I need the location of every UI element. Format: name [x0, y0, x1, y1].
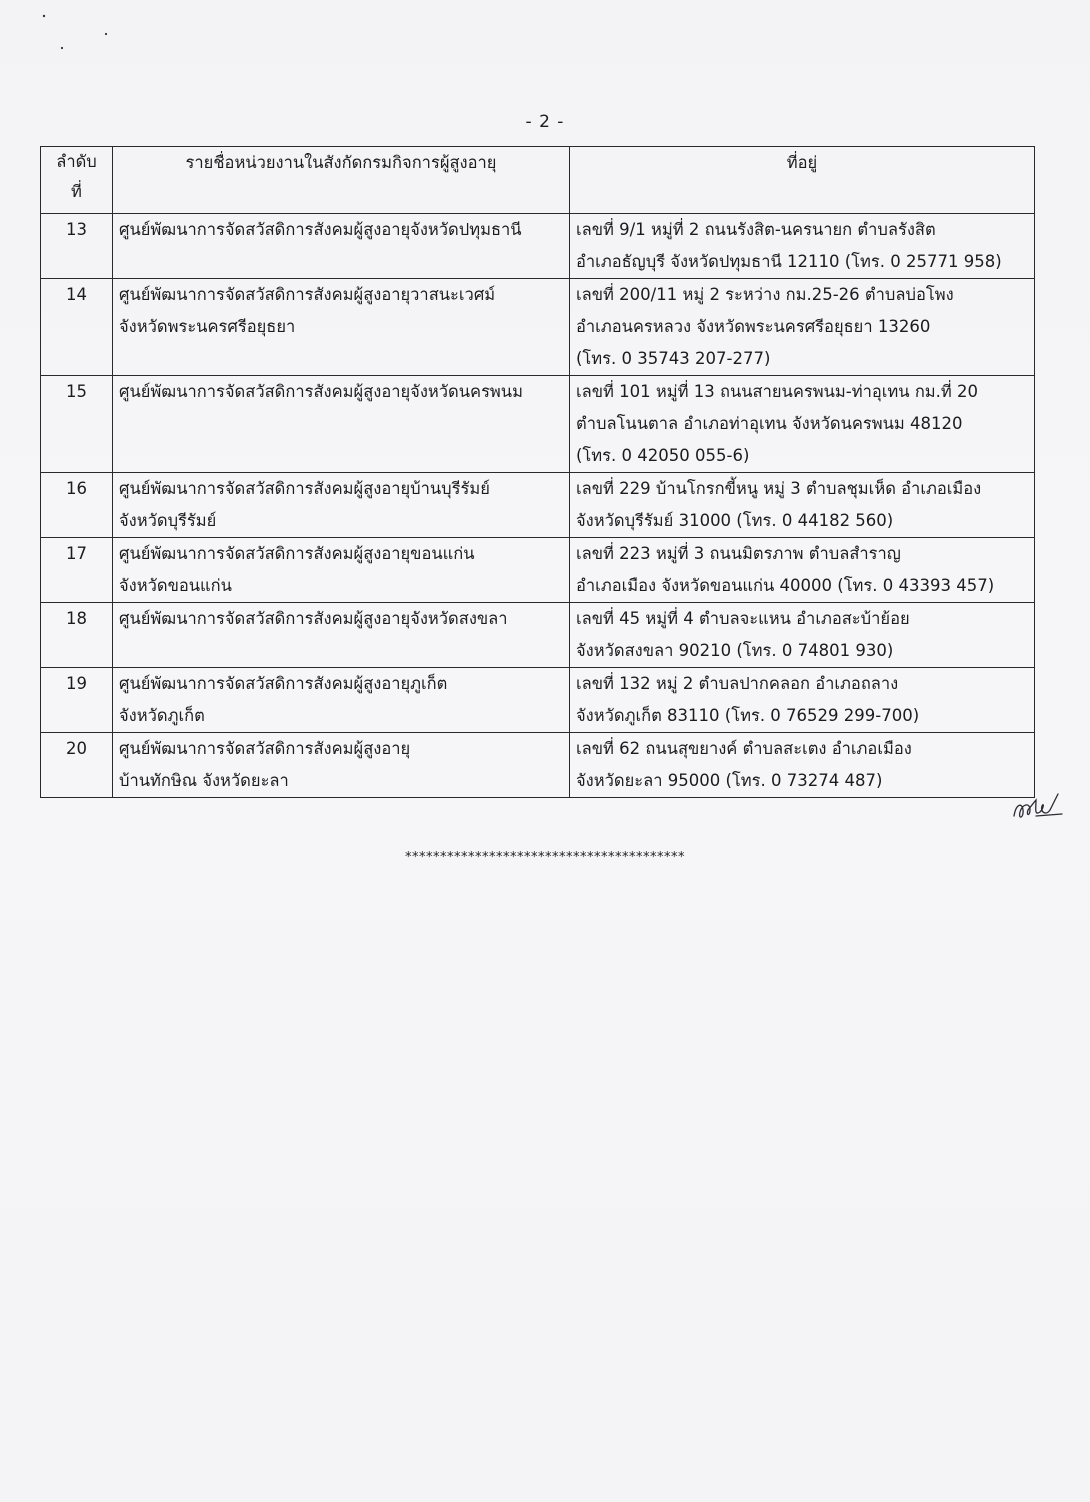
header-order-number	[41, 147, 113, 214]
row-unit-name	[113, 603, 570, 668]
row-address	[570, 538, 1035, 603]
address-line: เลขที่ 200/11 หมู่ 2 ระหว่าง กม.25-26 ตำบลบ่อโพง	[576, 285, 954, 304]
unit-name-line: จังหวัดพระนครศรีอยุธยา	[119, 317, 296, 336]
row-order-number: 20	[41, 733, 113, 798]
address-line: จังหวัดสงขลา 90210 (โทร. 0 74801 930)	[576, 641, 894, 660]
address-line: (โทร. 0 42050 055-6)	[576, 446, 750, 465]
unit-name-line: ศูนย์พัฒนาการจัดสวัสดิการสังคมผู้สูงอายุขอนแก่น	[119, 544, 475, 563]
table-row	[41, 376, 1035, 473]
unit-name-line: ศูนย์พัฒนาการจัดสวัสดิการสังคมผู้สูงอายุภูเก็ต	[119, 674, 448, 693]
address-line: เลขที่ 9/1 หมู่ที่ 2 ถนนรังสิต-นครนายก ตำบลรังสิต	[576, 220, 936, 239]
address-line: เลขที่ 229 บ้านโกรกขี้หนู หมู่ 3 ตำบลชุมเห็ด อำเภอเมือง	[576, 479, 982, 498]
row-unit-name	[113, 376, 570, 473]
row-address	[570, 214, 1035, 279]
row-order-number: 19	[41, 668, 113, 733]
row-order-number: 16	[41, 473, 113, 538]
address-line: อำเภอธัญบุรี จังหวัดปทุมธานี 12110 (โทร. 0 25771 958)	[576, 252, 1002, 271]
row-order-number: 17	[41, 538, 113, 603]
address-line: อำเภอเมือง จังหวัดขอนแก่น 40000 (โทร. 0 43393 457)	[576, 576, 995, 595]
scan-specks	[30, 12, 130, 62]
address-line: (โทร. 0 35743 207-277)	[576, 349, 771, 368]
unit-name-line: จังหวัดขอนแก่น	[119, 576, 232, 595]
header-address: ที่อยู่	[570, 147, 1035, 214]
row-address	[570, 733, 1035, 798]
address-line: เลขที่ 45 หมู่ที่ 4 ตำบลจะแหน อำเภอสะบ้าย้อย	[576, 609, 910, 628]
row-order-number: 15	[41, 376, 113, 473]
table-row	[41, 473, 1035, 538]
unit-name-line: ศูนย์พัฒนาการจัดสวัสดิการสังคมผู้สูงอายุบ้านบุรีรัมย์	[119, 479, 490, 498]
header-order-line-2: ที่	[71, 182, 82, 201]
header-unit-name: รายชื่อหน่วยงานในสังกัดกรมกิจการผู้สูงอายุ	[113, 147, 570, 214]
row-unit-name	[113, 538, 570, 603]
row-unit-name	[113, 214, 570, 279]
row-address	[570, 279, 1035, 376]
row-address	[570, 376, 1035, 473]
unit-name-line: ศูนย์พัฒนาการจัดสวัสดิการสังคมผู้สูงอายุวาสนะเวศม์	[119, 285, 496, 304]
table-row	[41, 733, 1035, 798]
row-unit-name	[113, 473, 570, 538]
unit-name-line: ศูนย์พัฒนาการจัดสวัสดิการสังคมผู้สูงอายุ	[119, 739, 411, 758]
address-line: เลขที่ 101 หมู่ที่ 13 ถนนสายนครพนม-ท่าอุเทน กม.ที่ 20	[576, 382, 979, 401]
end-divider: ****************************************	[405, 850, 685, 865]
table-row	[41, 538, 1035, 603]
unit-name-line: ศูนย์พัฒนาการจัดสวัสดิการสังคมผู้สูงอายุจังหวัดสงขลา	[119, 609, 508, 628]
header-order-line-1: ลำดับ	[56, 152, 97, 171]
row-address	[570, 473, 1035, 538]
row-address	[570, 603, 1035, 668]
unit-name-line: จังหวัดบุรีรัมย์	[119, 511, 217, 530]
row-address	[570, 668, 1035, 733]
signature-initials	[1006, 786, 1066, 826]
table-row	[41, 279, 1035, 376]
unit-name-line: ศูนย์พัฒนาการจัดสวัสดิการสังคมผู้สูงอายุจังหวัดนครพนม	[119, 382, 523, 401]
page-number: - 2 -	[525, 112, 565, 132]
row-unit-name	[113, 733, 570, 798]
address-line: ตำบลโนนตาล อำเภอท่าอุเทน จังหวัดนครพนม 48120	[576, 414, 963, 433]
table-row	[41, 214, 1035, 279]
row-unit-name	[113, 668, 570, 733]
address-line: จังหวัดภูเก็ต 83110 (โทร. 0 76529 299-700)	[576, 706, 920, 725]
row-unit-name	[113, 279, 570, 376]
address-line: เลขที่ 132 หมู่ 2 ตำบลปากคลอก อำเภอถลาง	[576, 674, 899, 693]
units-table	[40, 146, 1035, 798]
table-header-row	[41, 147, 1035, 214]
unit-name-line: บ้านทักษิณ จังหวัดยะลา	[119, 771, 289, 790]
address-line: จังหวัดยะลา 95000 (โทร. 0 73274 487)	[576, 771, 883, 790]
address-line: จังหวัดบุรีรัมย์ 31000 (โทร. 0 44182 560)	[576, 511, 894, 530]
address-line: อำเภอนครหลวง จังหวัดพระนครศรีอยุธยา 13260	[576, 317, 931, 336]
row-order-number: 14	[41, 279, 113, 376]
address-line: เลขที่ 62 ถนนสุขยางค์ ตำบลสะเตง อำเภอเมือง	[576, 739, 912, 758]
unit-name-line: ศูนย์พัฒนาการจัดสวัสดิการสังคมผู้สูงอายุจังหวัดปทุมธานี	[119, 220, 522, 239]
table-row	[41, 603, 1035, 668]
row-order-number: 13	[41, 214, 113, 279]
table-row	[41, 668, 1035, 733]
address-line: เลขที่ 223 หมู่ที่ 3 ถนนมิตรภาพ ตำบลสำราญ	[576, 544, 901, 563]
unit-name-line: จังหวัดภูเก็ต	[119, 706, 205, 725]
row-order-number: 18	[41, 603, 113, 668]
